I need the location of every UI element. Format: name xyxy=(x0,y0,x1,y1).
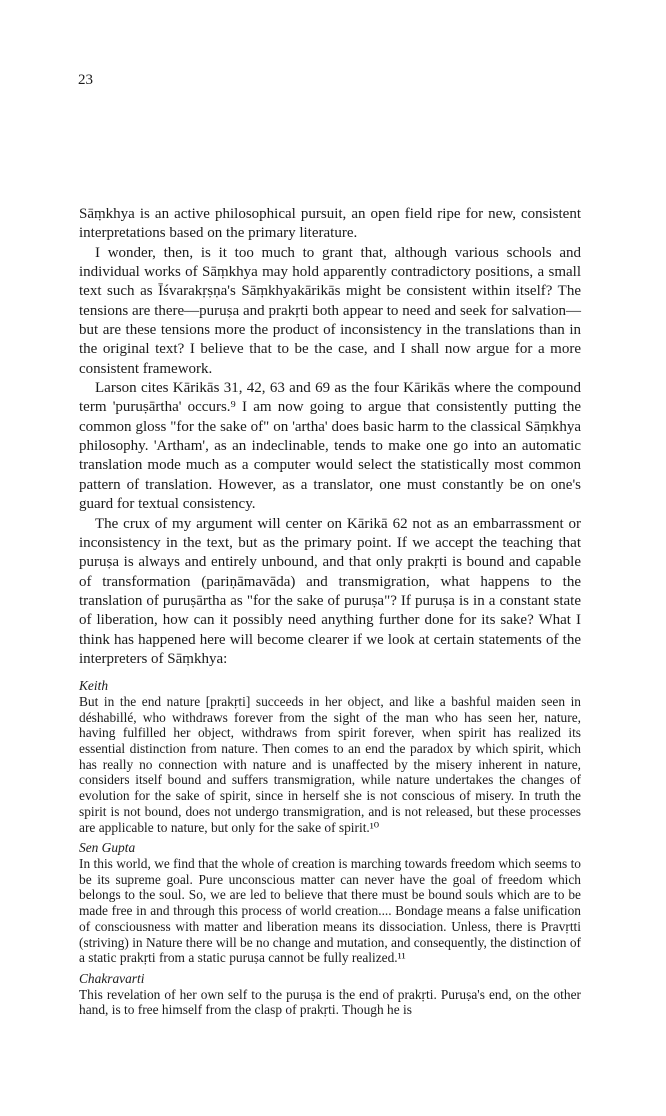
quote-text-chakravarti: This revelation of her own self to the puruṣa is the end of prakṛti. Puruṣa's end, on the other hand, is to free himself from the clasp of prakṛti. Though he is xyxy=(79,986,581,1018)
quote-author-keith: Keith xyxy=(79,678,109,694)
page-number: 23 xyxy=(78,72,93,88)
paragraph-1: Sāṃkhya is an active philosophical pursuit, an open field ripe for new, consistent interpretations based on the primary literature. xyxy=(79,206,581,242)
quote-author-chakravarti: Chakravarti xyxy=(79,970,145,986)
block-quotes xyxy=(79,678,581,1018)
page-body xyxy=(79,205,581,1023)
paragraph-4: The crux of my argument will center on Kārikā 62 not as an embarrassment or inconsistency in the text, but as the primary point. If we accept the teaching that puruṣa is always and entirely unbound, and that only prakṛti is bound and capable of transformation (pariṇāmavāda) and transmigration, what happens to the translation of puruṣārtha as "for the sake of puruṣa"? If puruṣa is in a constant state of liberation, how can it possibly need anything further done for its sake? What I think has happened here will become clearer if we look at certain statements of the interpreters of Sāṃkhya: xyxy=(79,515,581,667)
quote-text-sen-gupta: In this world, we find that the whole of creation is marching towards freedom which seems to be its supreme goal. Pure unconscious matter can never have the goal of freedom which belongs to the soul. So, we are led to believe that there must be bound souls which are to be made free in and through this process of world creation.... Bondage means a false unification of consciousness with matter and liberation means its dissociation. Unless, there is Pravṛtti (striving) in Nature there will be no change and mutation, and consequently, the distinction of a static prakṛti from a static puruṣa cannot be fully realized.¹¹ xyxy=(79,855,581,966)
paragraph-2: I wonder, then, is it too much to grant that, although various schools and individual works of Sāṃkhya may hold apparently contradictory positions, a small text such as Īśvarakṛṣṇa's Sāṃkhyakārikās might be consistent within itself? The tensions are there—puruṣa and prakṛti both appear to need and seek for salvation—but are these tensions more the product of inconsistency in the translations than in the original text? I believe that to be the case, and I shall now argue for a more consistent framework. xyxy=(79,244,581,377)
paragraph-3: Larson cites Kārikās 31, 42, 63 and 69 as the four Kārikās where the compound term 'puruṣārtha' occurs.⁹ I am now going to argue that consistently putting the common gloss "for the sake of" on 'artha' does basic harm to the classical Sāṃkhya philosophy. 'Artham', as an indeclinable, tends to make one go into an automatic translation mode much as a computer would select the statistically most common pattern of translation. However, as a translator, one must constantly be on one's guard for textual consistency. xyxy=(79,380,581,513)
quote-text-keith: But in the end nature [prakṛti] succeeds in her object, and like a bashful maiden seen in déshabillé, who withdraws forever from the sight of the man who has seen her, nature, having fulfilled her object, withdraws from spirit forever, when spirit has realized its essential distinction from nature. Then comes to an end the paradox by which spirit, which has really no connection with nature and is unaffected by the misery inherent in nature, considers itself bound and suffers transmigration, while nature undertakes the changes of evolution for the sake of spirit, since in herself she is not conscious of misery. In truth the spirit is not bound, does not undergo transmigration, and is not released, but these processes are applicable to nature, but only for the sake of spirit.¹⁰ xyxy=(79,693,581,835)
quote-author-sen-gupta: Sen Gupta xyxy=(79,840,136,856)
